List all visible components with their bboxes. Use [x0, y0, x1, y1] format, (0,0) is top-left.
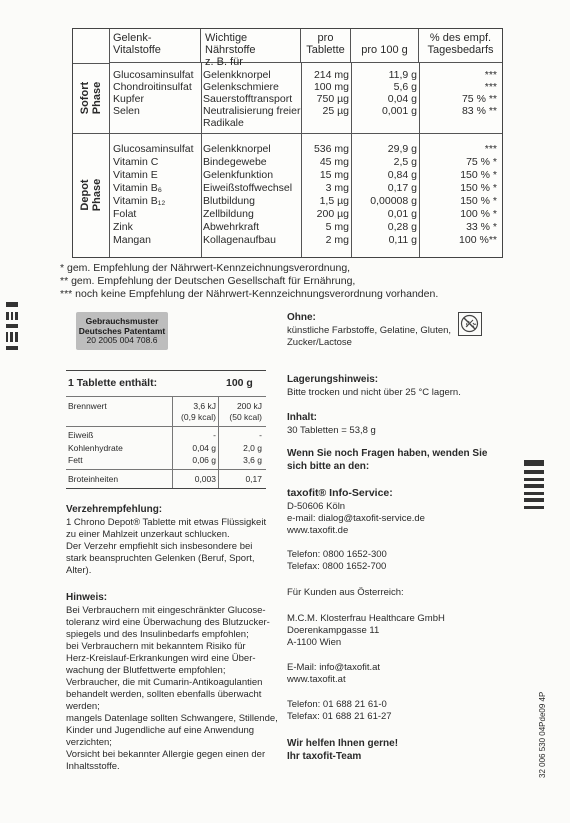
row-function-continuation: Radikale: [203, 117, 244, 129]
questions-line: sich bitte an den:: [287, 461, 370, 472]
without-line: Zucker/Lactose: [287, 337, 352, 348]
hint-line: bei Verbrauchern mit bekanntem Risiko für: [66, 641, 246, 652]
header-per-tablet-line1: pro: [317, 32, 334, 44]
energy-header-label: 1 Tablette enthält:: [68, 377, 158, 389]
row-nutrient: Glucosaminsulfat: [113, 69, 194, 81]
table-row: [73, 105, 502, 117]
row-per-100g: 0,17 g: [387, 182, 417, 194]
header-rda: [419, 29, 502, 63]
row-per-tablet: 100 mg: [313, 81, 349, 93]
badge-line1: Gebrauchsmuster: [85, 316, 159, 326]
row-nutrient: Vitamin C: [113, 156, 159, 168]
usage-line: zu einer Mahlzeit unzerkaut schlucken.: [66, 529, 230, 540]
row-nutrient: Vitamin B₁₂: [113, 195, 166, 207]
header-rda-line2: Tagesbedarfs: [427, 44, 494, 56]
row-rda: 75 % **: [461, 93, 497, 105]
table-row: [73, 69, 502, 81]
row-rda: 100 % *: [460, 208, 497, 220]
row-nutrient: Mangan: [113, 234, 151, 246]
energy-row-label: Kohlenhydrate: [68, 443, 123, 453]
energy-row-100g: -: [259, 430, 262, 440]
energy-row-label: Broteinheiten: [68, 474, 119, 484]
row-per-tablet: 200 µg: [316, 208, 349, 220]
energy-row-tablet: -: [213, 430, 216, 440]
header-function-line1: Wichtige Nährstoffe: [205, 32, 256, 56]
row-function: Gelenkknorpel: [203, 69, 271, 81]
row-per-100g: 0,84 g: [387, 169, 417, 181]
table-row: [73, 182, 502, 194]
side-print-code: [538, 691, 548, 788]
without-line: künstliche Farbstoffe, Gelatine, Gluten,: [287, 325, 452, 336]
row-function: Kollagenaufbau: [203, 234, 276, 246]
table-row: [73, 169, 502, 181]
row-per-100g: 29,9 g: [387, 143, 417, 155]
row-nutrient: Kupfer: [113, 93, 144, 105]
energy-row-tablet: 0,06 g: [192, 455, 216, 465]
energy-col-divider: [172, 397, 173, 488]
row-rda: 33 % *: [466, 221, 497, 233]
energy-row-100g: 200 kJ: [236, 401, 262, 411]
hint-line: Kinder und Jugendliche auf eine Anwendung: [66, 725, 255, 736]
table-row: [73, 143, 502, 155]
hint-line: behandelt werden, sollten ebenfalls überwacht: [66, 689, 262, 700]
header-nutrient-line1: Gelenk-: [113, 32, 152, 44]
badge-line2: Deutsches Patentamt: [78, 325, 166, 336]
hint-line: verzichten;: [66, 737, 112, 748]
row-per-tablet: 536 mg: [313, 143, 349, 155]
closing-line: Ihr taxofit-Team: [287, 751, 362, 762]
energy-header-100g: 100 g: [226, 377, 253, 389]
energy-row-tablet: (0,9 kcal): [181, 412, 216, 422]
row-nutrient: Chondroitinsulfat: [113, 81, 192, 93]
row-per-100g: 5,6 g: [393, 81, 417, 93]
row-function: Gelenkschmiere: [203, 81, 279, 93]
row-per-100g: 11,9 g: [388, 69, 417, 81]
austria-address-line: Doerenkampgasse 11: [287, 625, 380, 636]
header-nutrient: [109, 29, 201, 63]
row-per-tablet: 25 µg: [322, 105, 349, 117]
service-phone: Telefon: 0800 1652-300: [287, 549, 387, 560]
hint-line: Herz-Kreislauf-Erkrankungen wird eine Über-: [66, 653, 256, 664]
row-function: Abwehrkraft: [203, 221, 260, 233]
austria-phone: Telefon: 01 688 21 61-0: [287, 699, 387, 710]
hint-line: Vorsicht bei bekannter Allergie gegen einen der: [66, 749, 266, 760]
print-mark-icon: [524, 460, 546, 510]
row-per-tablet: 214 mg: [313, 69, 349, 81]
row-function: Neutralisierung freier: [203, 105, 301, 117]
row-per-100g: 0,11 g: [388, 234, 417, 246]
row-rda: ***: [484, 143, 497, 155]
row-rda: ***: [484, 81, 497, 93]
patent-badge: [76, 312, 168, 350]
hint-line: toleranz wird eine Überwachung des Blutzucker-: [66, 617, 270, 628]
energy-row-100g: (50 kcal): [229, 412, 262, 422]
row-function: Eiweißstoffwechsel: [203, 182, 293, 194]
row-per-tablet: 2 mg: [325, 234, 349, 246]
without-title: Ohne:: [287, 312, 316, 323]
row-per-tablet: 1,5 µg: [319, 195, 349, 207]
phase-divider: [73, 133, 502, 134]
side-print-code-text: 32 006 530 04Pde09 4P: [538, 691, 547, 778]
hint-line: Bei Verbrauchern mit eingeschränkter Glucose-: [66, 605, 266, 616]
row-nutrient: Folat: [113, 208, 137, 220]
energy-divider: [66, 426, 266, 427]
row-function: Gelenkfunktion: [203, 169, 274, 181]
row-per-tablet: 15 mg: [319, 169, 349, 181]
row-per-100g: 0,04 g: [387, 93, 417, 105]
header-function: [201, 29, 301, 68]
row-rda: 75 % *: [466, 156, 497, 168]
usage-line: stark beanspruchten Gelenken (Beruf, Sport,: [66, 553, 255, 564]
row-per-tablet: 45 mg: [319, 156, 349, 168]
row-nutrient: Glucosaminsulfat: [113, 143, 194, 155]
row-nutrient: Zink: [113, 221, 133, 233]
row-rda: ***: [484, 69, 497, 81]
energy-table: [66, 370, 266, 489]
footnote: *** noch keine Empfehlung der Nährwert-Kennzeichnungsverordnung vorhanden.: [60, 288, 439, 300]
table-row: [73, 234, 502, 246]
hint-line: Inhaltsstoffe.: [66, 761, 120, 772]
footnote: * gem. Empfehlung der Nährwert-Kennzeichnungsverordnung,: [60, 262, 351, 274]
service-email[interactable]: e-mail: dialog@taxofit-service.de: [287, 513, 425, 524]
row-rda: 100 %**: [459, 234, 497, 246]
badge-line3: 20 2005 004 708.6: [86, 335, 158, 345]
content-text: 30 Tabletten = 53,8 g: [287, 425, 376, 436]
table-row: [73, 195, 502, 207]
service-fax: Telefax: 0800 1652-700: [287, 561, 387, 572]
storage-title: Lagerungshinweis:: [287, 374, 379, 385]
table-row: [73, 81, 502, 93]
austria-address-line: M.C.M. Klosterfrau Healthcare GmbH: [287, 613, 445, 624]
service-title: taxofit® Info-Service:: [287, 487, 393, 499]
nutrient-table: [72, 28, 503, 258]
header-rda-line1: % des empf.: [429, 32, 492, 44]
row-per-tablet: 750 µg: [316, 93, 349, 105]
header-per-100g-text: pro 100 g: [361, 44, 408, 56]
row-nutrient: Vitamin E: [113, 169, 158, 181]
service-line: D-50606 Köln: [287, 501, 346, 512]
phase-label-text: Sofort Phase: [78, 81, 103, 115]
print-mark-icon: [6, 302, 20, 350]
energy-row-100g: 3,6 g: [243, 455, 262, 465]
header-nutrient-line2: Vitalstoffe: [113, 44, 161, 56]
hint-line: Verbraucher, die mit Cumarin-Antikoagulantien: [66, 677, 263, 688]
energy-divider: [66, 469, 266, 470]
austria-fax: Telefax: 01 688 21 61-27: [287, 711, 392, 722]
usage-line: Der Verzehr empfiehlt sich insbesondere bei: [66, 541, 253, 552]
row-rda: 150 % *: [460, 169, 497, 181]
austria-website[interactable]: www.taxofit.at: [287, 674, 346, 685]
header-per-100g: [351, 29, 419, 63]
row-per-100g: 2,5 g: [393, 156, 417, 168]
usage-line: 1 Chrono Depot® Tablette mit etwas Flüssigkeit: [66, 517, 267, 528]
energy-row-100g: 0,17: [245, 474, 262, 484]
row-nutrient: Selen: [113, 105, 140, 117]
row-function: Bindegewebe: [203, 156, 267, 168]
row-per-100g: 0,001 g: [381, 105, 417, 117]
questions-line: Wenn Sie noch Fragen haben, wenden Sie: [287, 448, 488, 459]
service-website[interactable]: www.taxofit.de: [287, 525, 349, 536]
row-function: Gelenkknorpel: [203, 143, 271, 155]
hint-line: wachung der Blutfettwerte empfohlen;: [66, 665, 226, 676]
austria-address-line: A-1100 Wien: [287, 637, 342, 648]
usage-title: Verzehrempfehlung:: [66, 504, 163, 515]
hint-title: Hinweis:: [66, 592, 108, 603]
row-per-100g: 0,00008 g: [370, 195, 417, 207]
energy-divider: [66, 396, 266, 397]
table-row: [73, 208, 502, 220]
row-function: Blutbildung: [203, 195, 255, 207]
row-per-tablet: 5 mg: [325, 221, 349, 233]
header-per-tablet-line2: Tablette: [306, 44, 345, 56]
table-row: [73, 156, 502, 168]
energy-row-label: Fett: [68, 455, 83, 465]
row-rda: 150 % *: [460, 195, 497, 207]
closing-line: Wir helfen Ihnen gerne!: [287, 738, 399, 749]
energy-row-tablet: 0,04 g: [192, 443, 216, 453]
table-row: [73, 93, 502, 105]
table-row: [73, 221, 502, 233]
row-rda: 150 % *: [460, 182, 497, 194]
row-nutrient: Vitamin B₆: [113, 182, 162, 194]
hint-line: werden;: [66, 701, 100, 712]
storage-text: Bitte trocken und nicht über 25 °C lagern.: [287, 387, 461, 398]
row-function: Sauerstofftransport: [203, 93, 293, 105]
row-per-100g: 0,01 g: [387, 208, 417, 220]
row-per-tablet: 3 mg: [325, 182, 349, 194]
energy-row-tablet: 3,6 kJ: [193, 401, 216, 411]
hint-line: mangels Datenlage sollten Schwangere, Stillende,: [66, 713, 278, 724]
row-per-100g: 0,28 g: [387, 221, 417, 233]
crossed-grain-icon: [458, 312, 482, 336]
usage-line: Alter).: [66, 565, 92, 576]
energy-row-tablet: 0,003: [194, 474, 216, 484]
header-per-tablet: [301, 29, 351, 63]
phase-label-text: Depot Phase: [78, 178, 103, 212]
content-title: Inhalt:: [287, 412, 317, 423]
energy-row-100g: 2,0 g: [243, 443, 262, 453]
energy-row-label: Brennwert: [68, 401, 107, 411]
austria-email[interactable]: E-Mail: info@taxofit.at: [287, 662, 381, 673]
row-rda: 83 % **: [461, 105, 497, 117]
row-function: Zellbildung: [203, 208, 254, 220]
austria-intro: Für Kunden aus Österreich:: [287, 587, 404, 598]
header-function-line2: z. B. für: [205, 56, 243, 68]
hint-line: spiegels und des Insulinbedarfs empfohlen;: [66, 629, 249, 640]
energy-row-label: Eiweiß: [68, 430, 94, 440]
footnote: ** gem. Empfehlung der Deutschen Gesellschaft für Ernährung,: [60, 275, 356, 287]
